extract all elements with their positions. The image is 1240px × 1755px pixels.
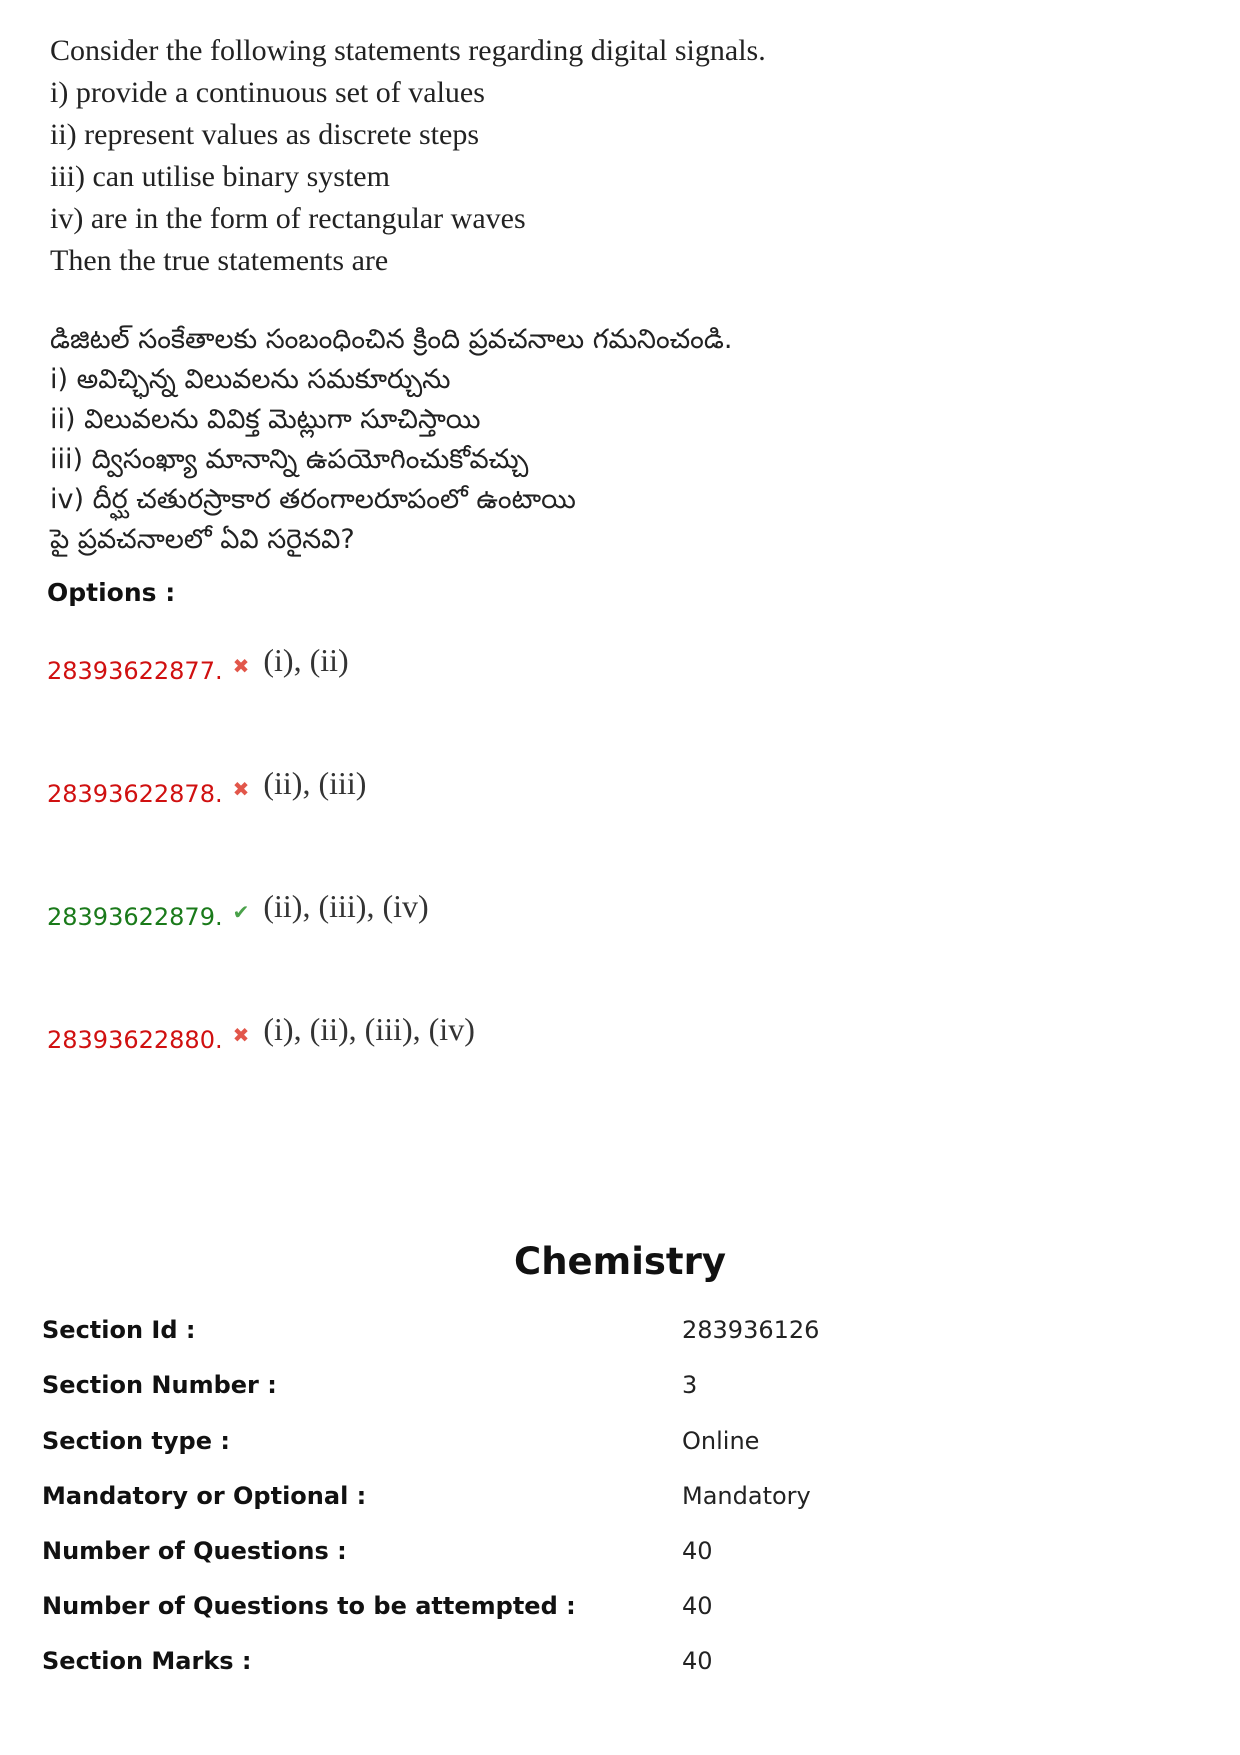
statement-ii: ii) represent values as discrete steps: [50, 118, 480, 151]
telugu-statement-ii: ii) విలువలను వివిక్త మెట్లుగా సూచిస్తాయి: [50, 404, 481, 435]
info-value: 40: [682, 1592, 713, 1620]
cross-icon: ✖: [232, 777, 250, 801]
info-label: Number of Questions to be attempted :: [42, 1592, 576, 1620]
question-english: [50, 30, 766, 282]
option-text: (ii), (iii): [263, 765, 367, 801]
option-3: [47, 888, 429, 933]
info-row-mandatory: [42, 1482, 1192, 1522]
info-label: Section Id :: [42, 1316, 196, 1344]
cross-icon: ✖: [232, 1023, 250, 1047]
telugu-statement-iv: iv) దీర్ఘ చతురస్రాకార తరంగాలరూపంలో ఉంటాయి: [50, 484, 576, 515]
info-row-section-id: [42, 1316, 1192, 1356]
statement-iii: iii) can utilise binary system: [50, 160, 390, 193]
info-value: 40: [682, 1537, 713, 1565]
info-row-number-of-questions: [42, 1537, 1192, 1577]
option-text: (i), (ii): [263, 642, 349, 678]
telugu-stem: డిజిటల్ సంకేతాలకు సంబంధించిన క్రింది ప్రవచనాలు గమనించండి.: [50, 324, 733, 355]
section-title: Chemistry: [514, 1240, 726, 1283]
info-row-section-type: [42, 1427, 1192, 1467]
statement-i: i) provide a continuous set of values: [50, 76, 485, 109]
info-value: 40: [682, 1647, 713, 1675]
question-stem: Consider the following statements regarding digital signals.: [50, 34, 766, 67]
option-id: 28393622879.: [47, 903, 223, 931]
telugu-statement-iii: iii) ద్విసంఖ్యా మానాన్ని ఉపయోగించుకోవచ్చు: [50, 444, 529, 475]
question-prompt: Then the true statements are: [50, 244, 389, 277]
info-label: Mandatory or Optional :: [42, 1482, 367, 1510]
info-label: Section Marks :: [42, 1647, 252, 1675]
option-2: [47, 765, 367, 810]
statement-iv: iv) are in the form of rectangular waves: [50, 202, 526, 235]
option-1: [47, 642, 349, 687]
option-4: [47, 1011, 475, 1056]
info-value: Mandatory: [682, 1482, 811, 1510]
info-value: Online: [682, 1427, 760, 1455]
info-label: Section type :: [42, 1427, 230, 1455]
info-row-questions-attempted: [42, 1592, 1192, 1632]
info-value: 283936126: [682, 1316, 820, 1344]
info-label: Number of Questions :: [42, 1537, 347, 1565]
question-telugu: [50, 320, 732, 560]
option-id: 28393622880.: [47, 1026, 223, 1054]
info-value: 3: [682, 1371, 698, 1399]
option-id: 28393622877.: [47, 657, 223, 685]
telugu-prompt: పై ప్రవచనాలలో ఏవి సరైనవి?: [50, 524, 355, 555]
options-label: Options :: [47, 578, 176, 607]
info-label: Section Number :: [42, 1371, 277, 1399]
telugu-statement-i: i) అవిచ్ఛిన్న విలువలను సమకూర్చును: [50, 364, 451, 395]
option-id: 28393622878.: [47, 780, 223, 808]
check-icon: ✔: [232, 900, 250, 924]
info-row-section-marks: [42, 1647, 1192, 1687]
option-text: (ii), (iii), (iv): [263, 888, 429, 924]
info-row-section-number: [42, 1371, 1192, 1411]
option-text: (i), (ii), (iii), (iv): [263, 1011, 475, 1047]
cross-icon: ✖: [232, 654, 250, 678]
